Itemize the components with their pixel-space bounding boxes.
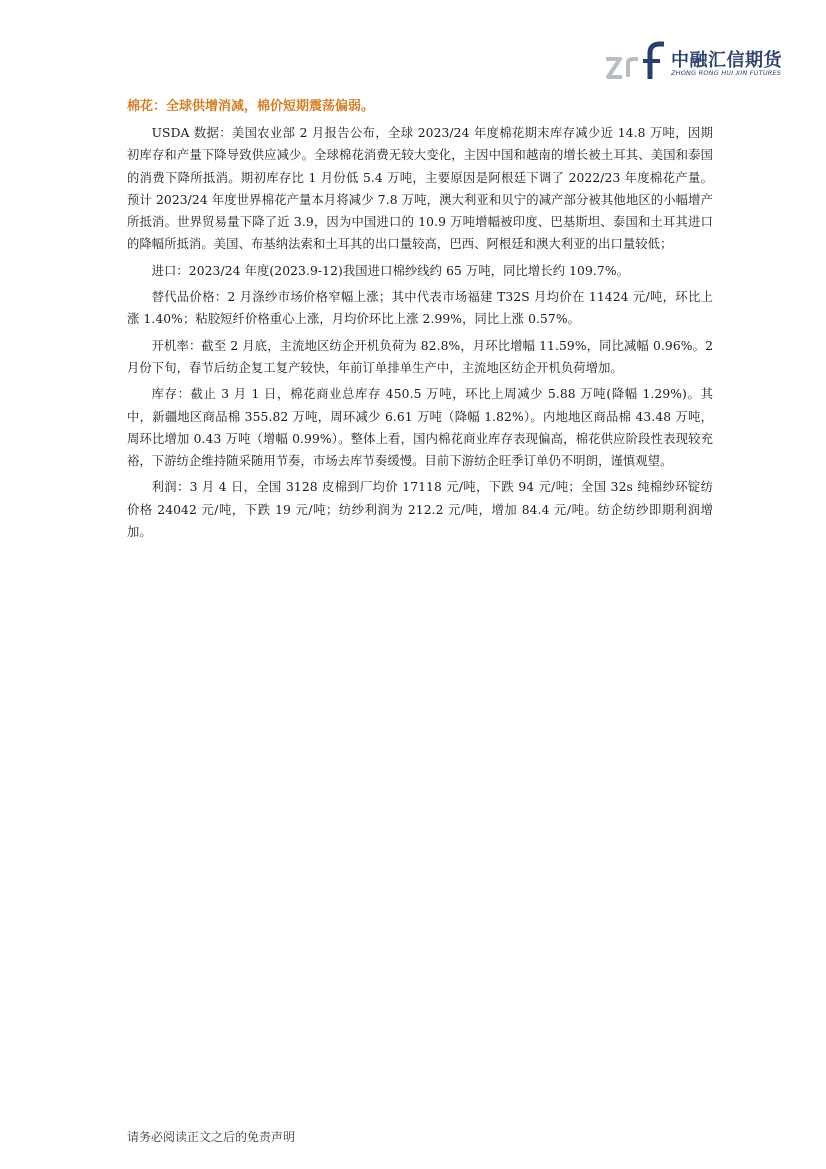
paragraph-profit: 利润：3 月 4 日，全国 3128 皮棉到厂均价 17118 元/吨，下跌 94 元/吨；全国 32s 纯棉纱环锭纺价格 24042 元/吨，下跌 19 元/吨；纺纱利润为 212.2 元/吨，增加 84.4 元/吨。纺企纺纱即期利润增加。 <box>127 480 713 540</box>
section-heading: 棉花：全球供增消减，棉价短期震荡偏弱。 <box>127 99 375 114</box>
zrhx-logo-mark-icon <box>604 41 666 81</box>
logo-english-name: ZHONG RONG HUI XIN FUTURES <box>671 69 782 77</box>
paragraph-import: 进口：2023/24 年度(2023.9-12)我国进口棉纱线约 65 万吨，同比增长约 109.7%。 <box>151 263 630 278</box>
logo-chinese-name: 中融汇信期货 <box>671 50 782 71</box>
paragraph-usda: USDA 数据：美国农业部 2 月报告公布，全球 2023/24 年度棉花期末库存减少近 14.8 万吨，因期初库存和产量下降导致供应减少。全球棉花消费无较大变化，主因中国和越南的增长被土耳其、美国和泰国的消费下降所抵消。期初库存比 1 月份低 5.4 万吨，主要原因是阿根廷下调了 2022/23 年度棉花产量。预计 2023/24 年度世界棉花产量本月将减少 7.8 万吨，澳大利亚和贝宁的减产部分被其他地区的小幅增产所抵消。世界贸易量下降了近 3.9，因为中国进口的 10.9 万吨增幅被印度、巴基斯坦、泰国和土耳其进口的降幅所抵消。美国、布基纳法索和土耳其的出口量较高，巴西、阿根廷和澳大利亚的出口量较低； <box>127 126 713 252</box>
company-logo <box>604 41 804 81</box>
paragraph-substitute-price: 替代品价格：2 月涤纱市场价格窄幅上涨；其中代表市场福建 T32S 月均价在 11424 元/吨，环比上涨 1.40%；粘胶短纤价格重心上涨，月均价环比上涨 2.99%，同比上涨 0.57%。 <box>127 290 713 327</box>
report-section <box>127 98 713 547</box>
footer-disclaimer: 请务必阅读正文之后的免责声明 <box>127 1130 296 1144</box>
paragraph-inventory: 库存：截止 3 月 1 日，棉花商业总库存 450.5 万吨，环比上周减少 5.88 万吨(降幅 1.29%)。其中，新疆地区商品棉 355.82 万吨，周环减少 6.61 万吨（降幅 1.82%）。内地地区商品棉 43.48 万吨，周环比增加 0.43 万吨（增幅 0.99%）。整体上看，国内棉花商业库存表现偏高，棉花供应阶段性表现较充裕，下游纺企维持随采随用节奏，市场去库节奏缓慢。目前下游纺企旺季订单仍不明朗，谨慎观望。 <box>127 387 713 469</box>
paragraph-operating-rate: 开机率：截至 2 月底，主流地区纺企开机负荷为 82.8%，月环比增幅 11.59%，同比减幅 0.96%。2 月份下旬，春节后纺企复工复产较快，年前订单排单生产中，主流地区纺企开机负荷增加。 <box>127 338 713 375</box>
